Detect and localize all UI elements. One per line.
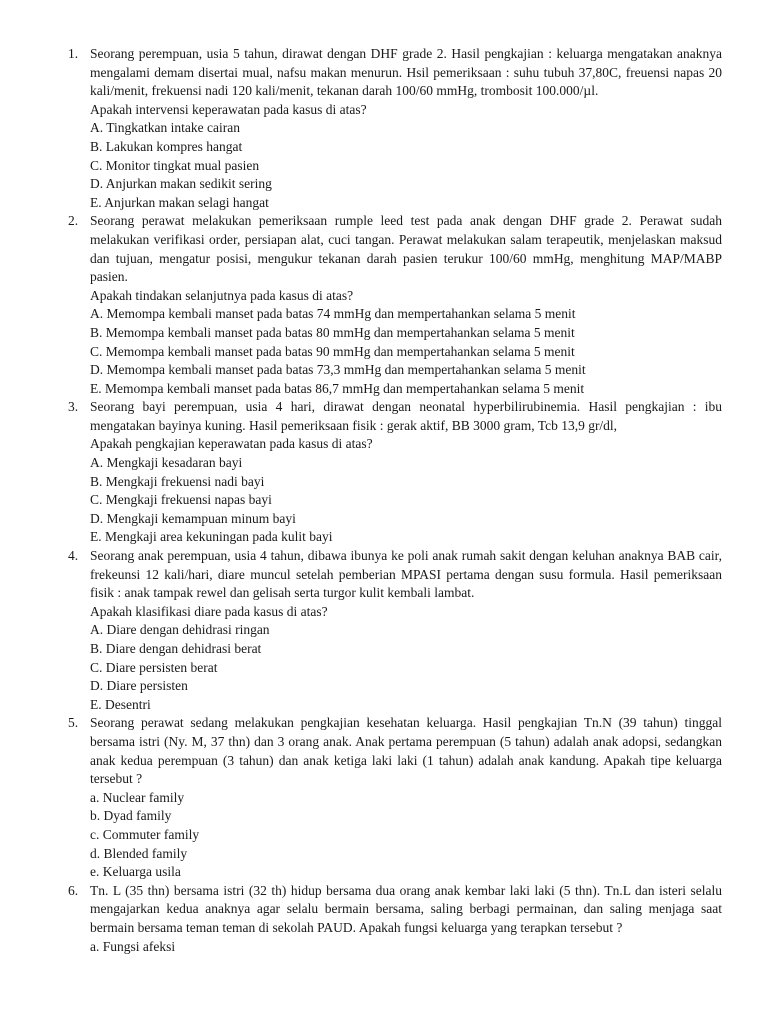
answer-option: A. Memompa kembali manset pada batas 74 mmHg dan mempertahankan selama 5 menit bbox=[90, 306, 576, 322]
question-stem: Seorang bayi perempuan, usia 4 hari, dirawat dengan neonatal hyperbilirubinemia. Hasil pengkajian : ibu mengatakan bayinya kuning. Hasil pemeriksaan fisik : gerak aktif, BB 3000 gram, Tcb 13,9 gr/dl, bbox=[90, 399, 722, 433]
answer-options bbox=[90, 789, 722, 882]
answer-options bbox=[90, 305, 722, 398]
answer-option: C. Memompa kembali manset pada batas 90 mmHg dan mempertahankan selama 5 menit bbox=[90, 343, 575, 359]
answer-option: E. Memompa kembali manset pada batas 86,7 mmHg dan mempertahankan selama 5 menit bbox=[90, 380, 585, 396]
answer-option: B. Mengkaji frekuensi nadi bayi bbox=[90, 473, 265, 489]
answer-option: e. Keluarga usila bbox=[90, 864, 181, 880]
answer-option: A. Mengkaji kesadaran bayi bbox=[90, 455, 243, 471]
answer-options bbox=[90, 119, 722, 212]
question-prompt: Apakah pengkajian keperawatan pada kasus di atas? bbox=[90, 436, 373, 452]
question-number: 6. bbox=[68, 882, 79, 898]
answer-option: B. Diare dengan dehidrasi berat bbox=[90, 641, 262, 656]
answer-option: D. Memompa kembali manset pada batas 73,3 mmHg dan mempertahankan selama 5 menit bbox=[90, 362, 586, 378]
question-item bbox=[68, 212, 722, 398]
question-stem: Seorang perawat sedang melakukan pengkajian kesehatan keluarga. Hasil pengkajian Tn.N (39 tahun) tinggal bersama istri (Ny. M, 37 thn) dan 3 orang anak. Anak pertama perempuan (5 tahun) adalah anak adopsi, sedangkan anak kedua perempuan (3 tahun) dan anak ketiga laki laki (1 tahun) adalah anak kandung. Apakah tipe keluarga tersebut ? bbox=[90, 715, 722, 787]
question-stem: Seorang anak perempuan, usia 4 tahun, dibawa ibunya ke poli anak rumah sakit dengan keluhan anaknya BAB cair, frekeunsi 12 kali/hari, diare muncul setelah pemberian MPASI pertama dengan susu formula. Hasil pemeriksaan fisik : anak tampak rewel dan gelisah serta turgor kulit kembali lambat. bbox=[90, 548, 722, 601]
answer-option: D. Diare persisten bbox=[90, 678, 188, 694]
question-item bbox=[68, 714, 722, 881]
question-item bbox=[68, 398, 722, 547]
answer-option: A. Diare dengan dehidrasi ringan bbox=[90, 622, 270, 638]
question-item bbox=[68, 882, 722, 956]
question-prompt: Apakah tindakan selanjutnya pada kasus di atas? bbox=[90, 287, 354, 303]
answer-option: D. Mengkaji kemampuan minum bayi bbox=[90, 510, 296, 526]
question-prompt: Apakah intervensi keperawatan pada kasus di atas? bbox=[90, 101, 367, 117]
question-number: 1. bbox=[68, 46, 79, 61]
answer-option: a. Nuclear family bbox=[90, 789, 185, 805]
answer-option: D. Anjurkan makan sedikit sering bbox=[90, 176, 272, 192]
answer-option: b. Dyad family bbox=[90, 808, 172, 824]
question-stem: Seorang perempuan, usia 5 tahun, dirawat dengan DHF grade 2. Hasil pengkajian : keluarga mengatakan anaknya mengalami demam disertai mual, nafsu makan menurun. Hsil pemeriksaan : suhu tubuh 37,80C, freuensi napas 20 kali/menit, frekuensi nadi 120 kali/menit, tekanan darah 100/60 mmHg, trombosit 100.000/µl. bbox=[90, 46, 722, 99]
answer-option: C. Diare persisten berat bbox=[90, 659, 218, 675]
answer-options bbox=[90, 621, 722, 714]
answer-option: B. Lakukan kompres hangat bbox=[90, 138, 243, 154]
question-item bbox=[68, 45, 722, 212]
answer-option: C. Monitor tingkat mual pasien bbox=[90, 157, 260, 173]
question-number: 5. bbox=[68, 715, 79, 731]
question-prompt: Apakah klasifikasi diare pada kasus di atas? bbox=[90, 603, 328, 619]
question-stem: Tn. L (35 thn) bersama istri (32 th) hidup bersama dua orang anak kembar laki laki (5 thn). Tn.L dan isteri selalu mengajarkan kedua anaknya agar selalu bermain bersama, saling berbagi permainan, dan saling menjaga saat bermain bersama teman teman di sekolah PAUD. Apakah fungsi keluarga yang terapkan tersebut ? bbox=[90, 882, 722, 935]
question-item bbox=[68, 547, 722, 714]
answer-option: E. Desentri bbox=[90, 696, 151, 712]
question-stem: Seorang perawat melakukan pemeriksaan rumple leed test pada anak dengan DHF grade 2. Perawat sudah melakukan verifikasi order, persiapan alat, cuci tangan. Perawat melakukan salam terapeutik, menjelaskan maksud dan tujuan, mengatur posisi, mengukur tekanan darah pasien terukur 100/60 mmHg, menghitung MAP/MABP pasien. bbox=[90, 213, 722, 285]
answer-options bbox=[90, 938, 722, 957]
answer-options bbox=[90, 454, 722, 547]
answer-option: C. Mengkaji frekuensi napas bayi bbox=[90, 492, 272, 508]
answer-option: a. Fungsi afeksi bbox=[90, 938, 176, 954]
answer-option: c. Commuter family bbox=[90, 826, 200, 842]
answer-option: B. Memompa kembali manset pada batas 80 mmHg dan mempertahankan selama 5 menit bbox=[90, 324, 575, 340]
question-number: 2. bbox=[68, 213, 79, 229]
question-number: 3. bbox=[68, 399, 79, 415]
answer-option: E. Anjurkan makan selagi hangat bbox=[90, 194, 269, 210]
answer-option: A. Tingkatkan intake cairan bbox=[90, 120, 240, 136]
question-list bbox=[0, 45, 722, 956]
answer-option: d. Blended family bbox=[90, 845, 188, 861]
answer-option: E. Mengkaji area kekuningan pada kulit bayi bbox=[90, 529, 333, 545]
question-number: 4. bbox=[68, 548, 79, 564]
